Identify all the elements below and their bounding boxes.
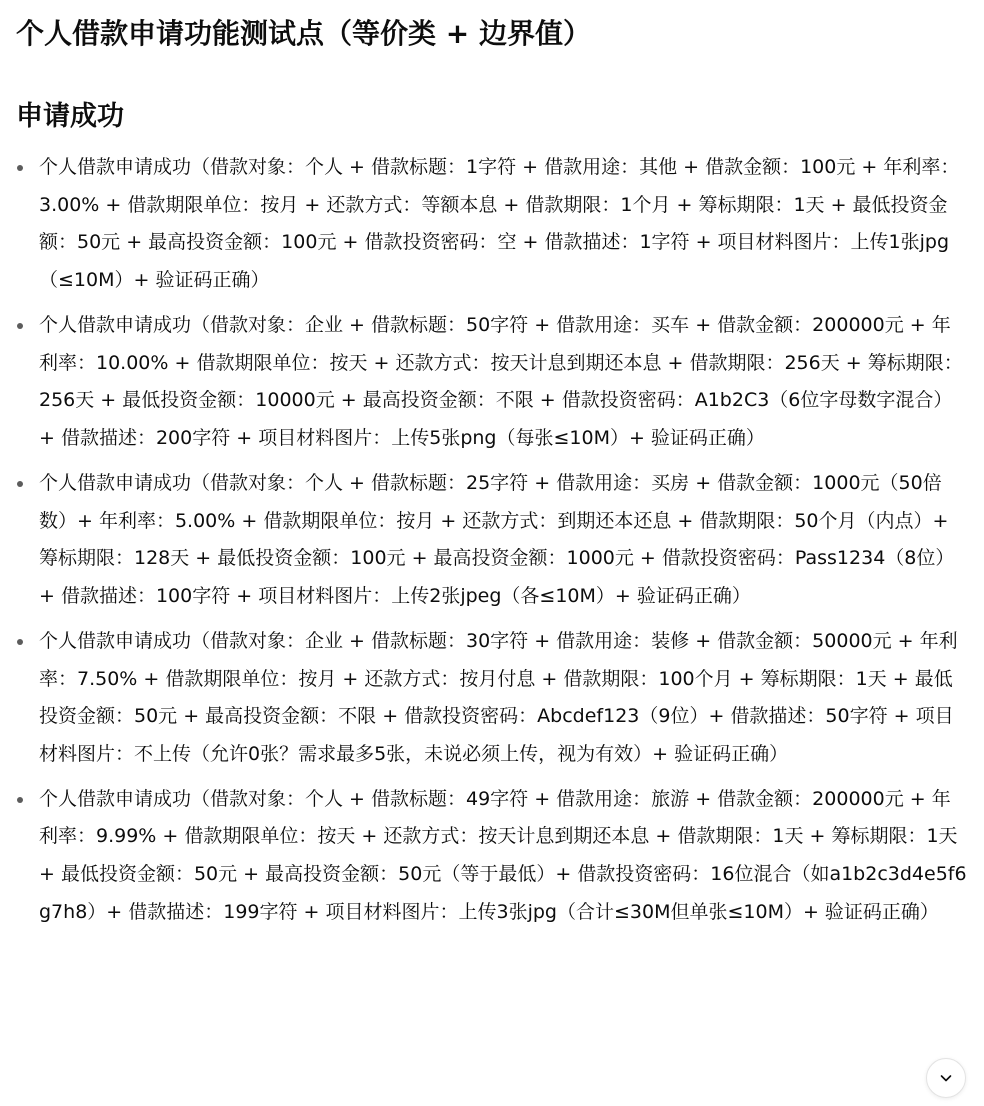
list-item-text: 个人借款申请成功（借款对象：企业 + 借款标题：50字符 + 借款用途：买车 + 借款金额：200000元 + 年利率：10.00% + 借款期限单位：按天 + 还款方式：按天计息到期还本息 + 借款期限：256天 + 筹标期限：256天 + 最低投资金额：10000元 + 最高投资金额：不限 + 借款投资密码：A1b2C3（6位字母数字混合）+ 借款描述：200字符 + 项目材料图片：上传5张png（每张≤10M）+ 验证码正确） <box>39 313 963 449</box>
section-heading: 申请成功 <box>16 101 124 132</box>
list-item <box>16 781 968 931</box>
list-item <box>16 149 968 299</box>
bullet-dot <box>17 797 23 803</box>
list-item <box>16 307 968 457</box>
list-item-text: 个人借款申请成功（借款对象：个人 + 借款标题：25字符 + 借款用途：买房 + 借款金额：1000元（50倍数）+ 年利率：5.00% + 借款期限单位：按月 + 还款方式：到期还本还息 + 借款期限：50个月（内点）+ 筹标期限：128天 + 最低投资金额：100元 + 最高投资金额：1000元 + 借款投资密码：Pass1234（8位）+ 借款描述：100字符 + 项目材料图片：上传2张jpeg（各≤10M）+ 验证码正确） <box>39 471 955 607</box>
test-case-list <box>16 149 968 931</box>
chevron-down-icon <box>938 1070 954 1086</box>
list-item <box>16 623 968 773</box>
list-item-text: 个人借款申请成功（借款对象：个人 + 借款标题：1字符 + 借款用途：其他 + 借款金额：100元 + 年利率：3.00% + 借款期限单位：按月 + 还款方式：等额本息 + 借款期限：1个月 + 筹标期限：1天 + 最低投资金额：50元 + 最高投资金额：100元 + 借款投资密码：空 + 借款描述：1字符 + 项目材料图片：上传1张jpg（≤10M）+ 验证码正确） <box>39 156 960 291</box>
bullet-dot <box>17 323 23 329</box>
bullet-dot <box>17 165 23 171</box>
list-item-text: 个人借款申请成功（借款对象：企业 + 借款标题：30字符 + 借款用途：装修 + 借款金额：50000元 + 年利率：7.50% + 借款期限单位：按月 + 还款方式：按月付息 + 借款期限：100个月 + 筹标期限：1天 + 最低投资金额：50元 + 最高投资金额：不限 + 借款投资密码：Abcdef123（9位）+ 借款描述：50字符 + 项目材料图片：不上传（允许0张？需求最多5张，未说必须上传，视为有效）+ 验证码正确） <box>39 629 958 765</box>
scroll-to-bottom-button[interactable] <box>926 1058 966 1098</box>
page-title: 个人借款申请功能测试点（等价类 + 边界值） <box>16 17 591 50</box>
bullet-dot <box>17 639 23 645</box>
bullet-dot <box>17 481 23 487</box>
list-item <box>16 465 968 615</box>
list-item-text: 个人借款申请成功（借款对象：个人 + 借款标题：49字符 + 借款用途：旅游 + 借款金额：200000元 + 年利率：9.99% + 借款期限单位：按天 + 还款方式：按天计息到期还本息 + 借款期限：1天 + 筹标期限：1天 + 最低投资金额：50元 + 最高投资金额：50元（等于最低）+ 借款投资密码：16位混合（如a1b2c3d4e5f6g7h8）+ 借款描述：199字符 + 项目材料图片：上传3张jpg（合计≤30M但单张≤10M）+ 验证码正确） <box>39 787 967 923</box>
document-body <box>16 0 968 939</box>
